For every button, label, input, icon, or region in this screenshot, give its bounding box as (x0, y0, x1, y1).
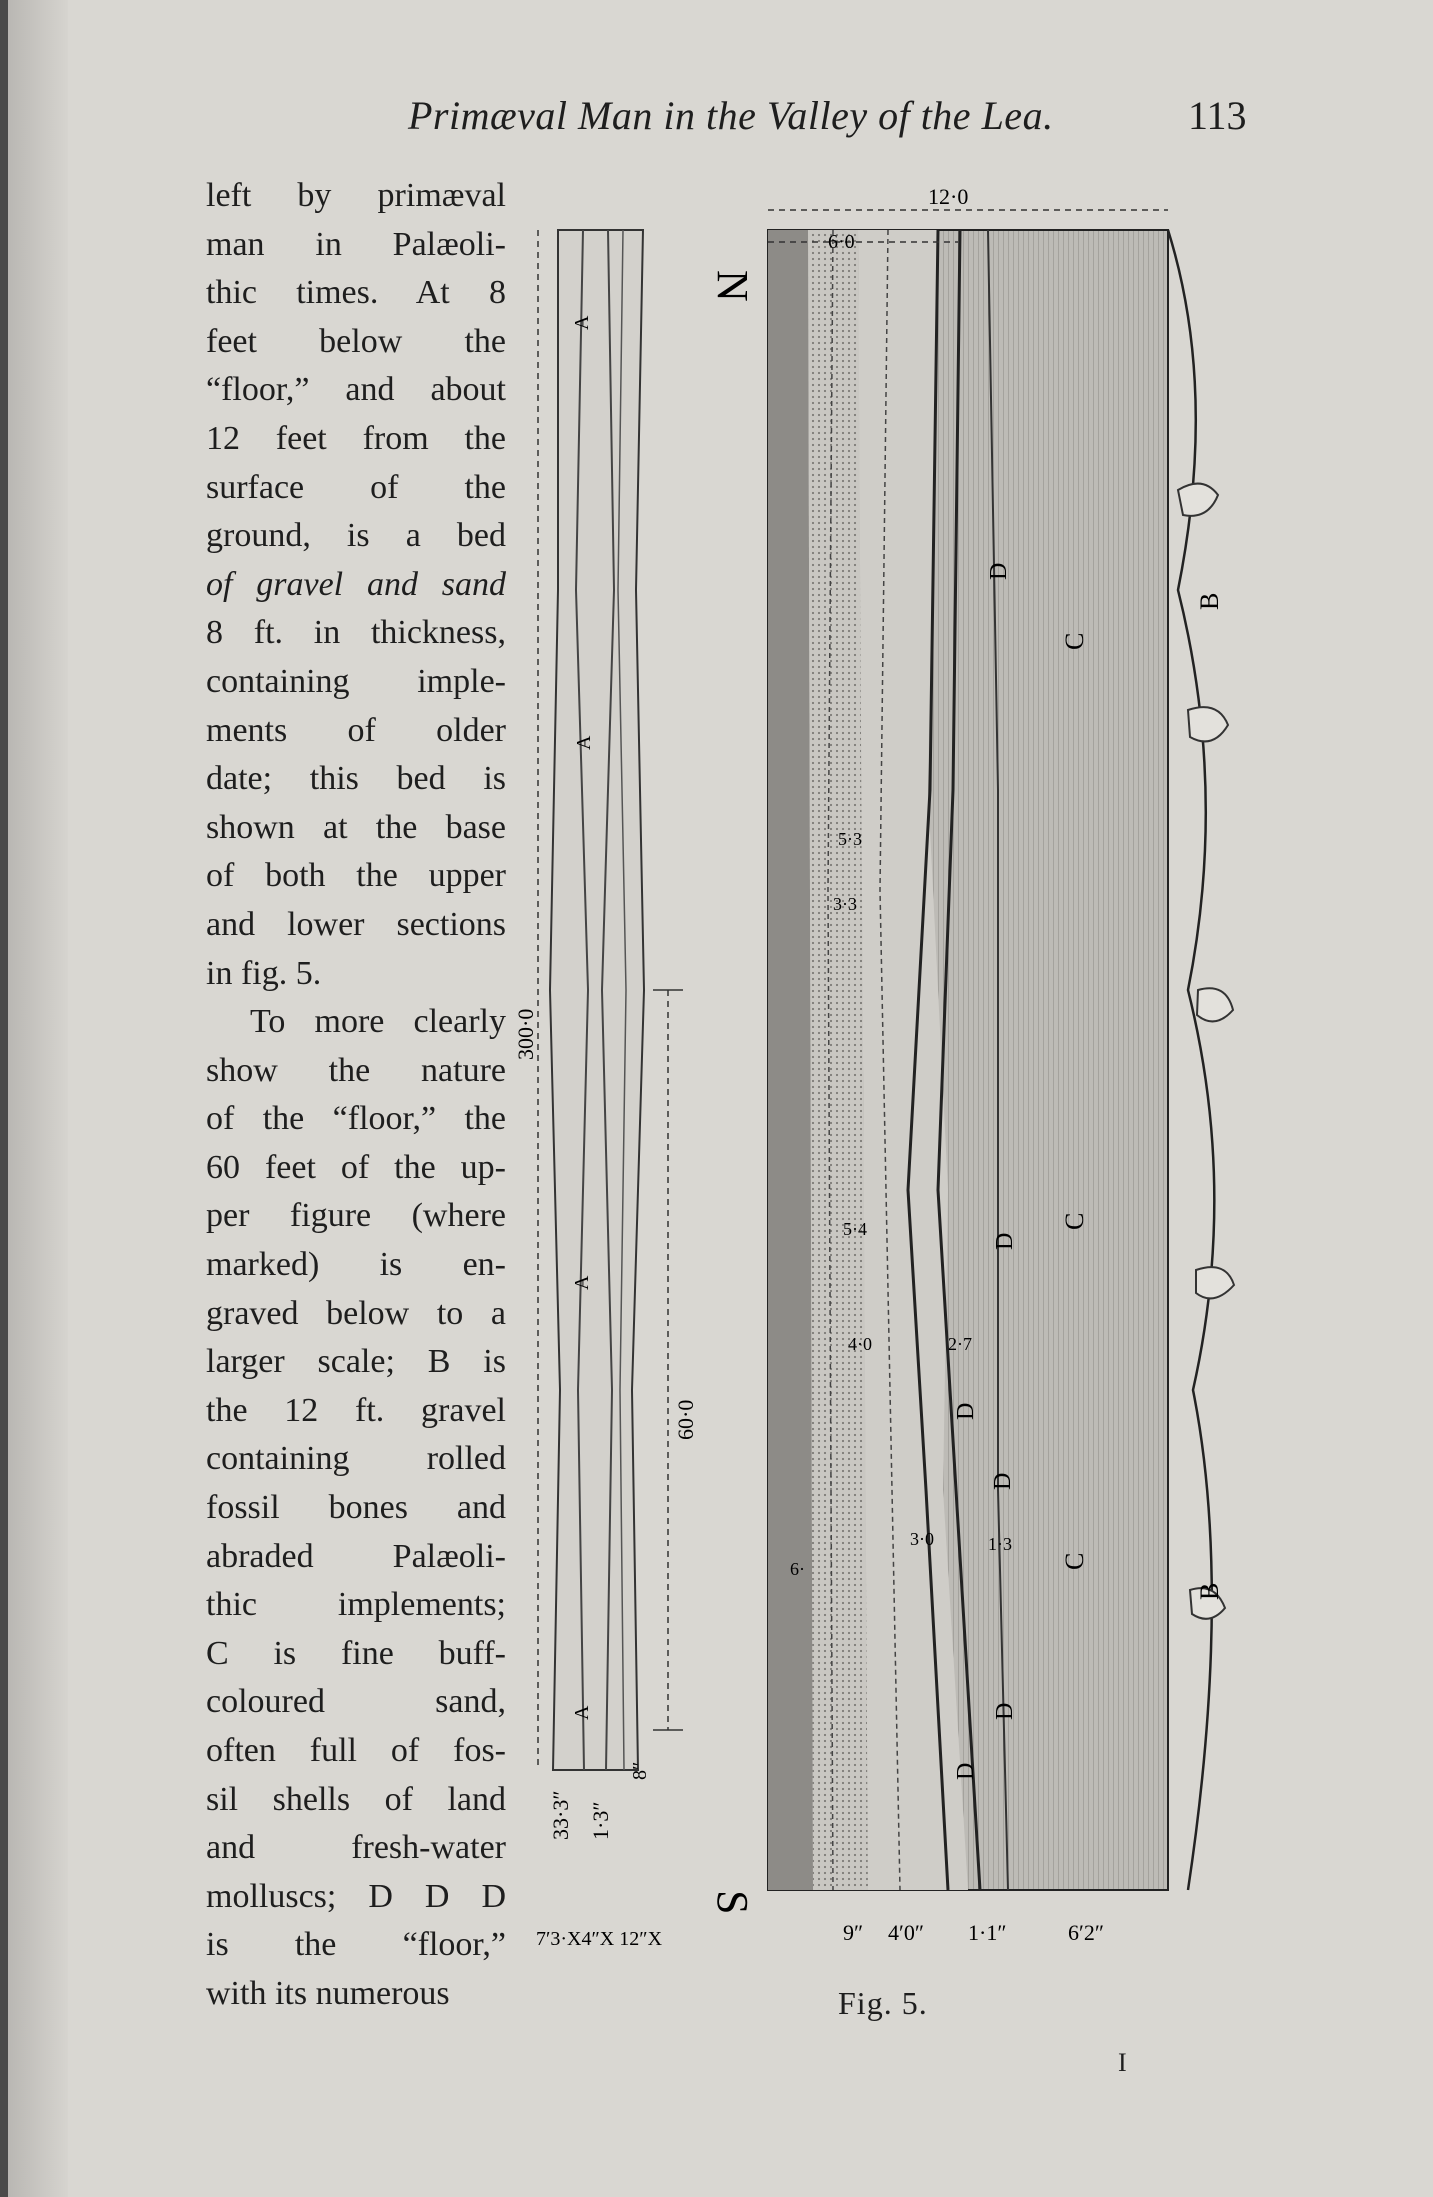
stratum-letter-d: D (986, 562, 1012, 580)
text-line: and lower sections (206, 905, 506, 943)
text-line: ground, is a bed (206, 517, 506, 555)
inner-dimension-label: 5·3 (838, 829, 862, 849)
left-bottom-label-c: 8″ (629, 1761, 651, 1780)
left-inner-length-label: 60·0 (673, 1399, 698, 1440)
book-page (8, 0, 1433, 2197)
bottom-dimension-label: 4′0″ (888, 1920, 924, 1945)
stratum-letter-c: C (1060, 632, 1089, 650)
text-line: larger scale; B is (206, 1343, 506, 1381)
top-dimension-label: 12·0 (928, 184, 969, 209)
text-line: often full of fos- (206, 1732, 506, 1769)
bottom-dimension-label: 6′2″ (1068, 1920, 1104, 1945)
text-line: marked) is en- (206, 1246, 506, 1284)
signature-mark: I (1118, 2048, 1127, 2077)
inner-dimension-label: 3·3 (833, 894, 857, 914)
inner-dimension-label: 3·0 (910, 1529, 934, 1549)
text-line: C is fine buff- (206, 1634, 506, 1672)
inner-dimension-label: 2·7 (948, 1334, 972, 1354)
text-line: with its numerous (206, 1974, 450, 2012)
left-length-label: 300·0 (513, 1008, 538, 1060)
stratum-letter-b: B (1195, 1582, 1224, 1600)
text-line: and fresh-water (206, 1829, 506, 1867)
bottom-dimension-label: 1·1″ (968, 1920, 1007, 1945)
text-line: abraded Palæoli- (206, 1537, 506, 1575)
text-line: To more clearly (250, 1003, 506, 1041)
text-line: thic implements; (206, 1586, 506, 1624)
section-mark-a: A (571, 1275, 593, 1290)
text-line: sil shells of land (206, 1780, 506, 1818)
text-line: of the “floor,” the (206, 1100, 506, 1138)
inner-dimension-label: 5·4 (843, 1219, 867, 1239)
bottom-dimension-label: 9″ (843, 1920, 864, 1945)
north-mark: N (708, 270, 757, 302)
text-line: left by primæval (206, 177, 506, 214)
text-line: the 12 ft. gravel (206, 1391, 506, 1429)
text-line: of both the upper (206, 857, 506, 895)
page-number: 113 (1188, 93, 1247, 138)
text-line: show the nature (206, 1051, 506, 1089)
text-line: “floor,” and about (206, 371, 506, 409)
text-line: ments of older (206, 711, 506, 749)
stratum-letter-c: C (1060, 1212, 1089, 1230)
text-line: shown at the base (206, 808, 506, 846)
text-line: containing rolled (206, 1440, 506, 1478)
lower-section (768, 210, 1234, 1890)
text-line: date; this bed is (206, 760, 506, 798)
text-line: feet below the (206, 322, 506, 360)
text-line: 12 feet from the (206, 419, 506, 457)
text-line: in fig. 5. (206, 954, 322, 992)
text-line: man in Palæoli- (206, 225, 506, 263)
running-head: Primæval Man in the Valley of the Lea. (408, 93, 1054, 138)
section-figure (513, 184, 1288, 1970)
stratum-letter-c: C (1060, 1552, 1089, 1570)
inner-dimension-label: 6· (790, 1559, 805, 1579)
text-line: 8 ft. in thickness, (206, 614, 506, 652)
left-bottom-label-a: 33·3″ (548, 1790, 573, 1840)
stratum-letter-d: D (990, 1472, 1016, 1490)
inner-dimension-label: 4·0 (848, 1334, 872, 1354)
text-line: surface of the (206, 468, 506, 506)
left-base-label: 7′3·X4″X 12″X (536, 1928, 663, 1950)
text-line: coloured sand, (206, 1683, 506, 1721)
inner-dimension-label: 1·3 (988, 1534, 1012, 1554)
text-line: per figure (where (206, 1197, 506, 1235)
south-mark: S (708, 1890, 757, 1915)
stratum-letter-d: D (992, 1232, 1018, 1250)
body-text-column (206, 172, 506, 2019)
top-inner-dimension-label: 6·0 (828, 231, 855, 253)
upper-section-strip (538, 230, 683, 1770)
text-line: graved below to a (206, 1294, 506, 1332)
figure-caption: Fig. 5. (838, 1985, 928, 2021)
left-bottom-label-b: 1·3″ (588, 1801, 613, 1840)
text-line: containing imple- (206, 662, 506, 700)
stratum-letter-d: D (992, 1702, 1018, 1720)
section-mark-a: A (571, 1705, 593, 1720)
text-line-italic: of gravel and sand (206, 565, 506, 603)
text-line: molluscs; D D D (206, 1877, 506, 1915)
section-mark-a: A (571, 315, 593, 330)
text-line: is the “floor,” (206, 1926, 506, 1964)
stratum-letter-b: B (1195, 592, 1224, 610)
stratum-letter-d: D (953, 1762, 979, 1780)
text-line: fossil bones and (206, 1489, 506, 1527)
text-line: thic times. At 8 (206, 274, 506, 312)
section-mark-a: A (573, 735, 595, 750)
text-line: 60 feet of the up- (206, 1148, 506, 1186)
stratum-letter-d: D (953, 1402, 979, 1420)
